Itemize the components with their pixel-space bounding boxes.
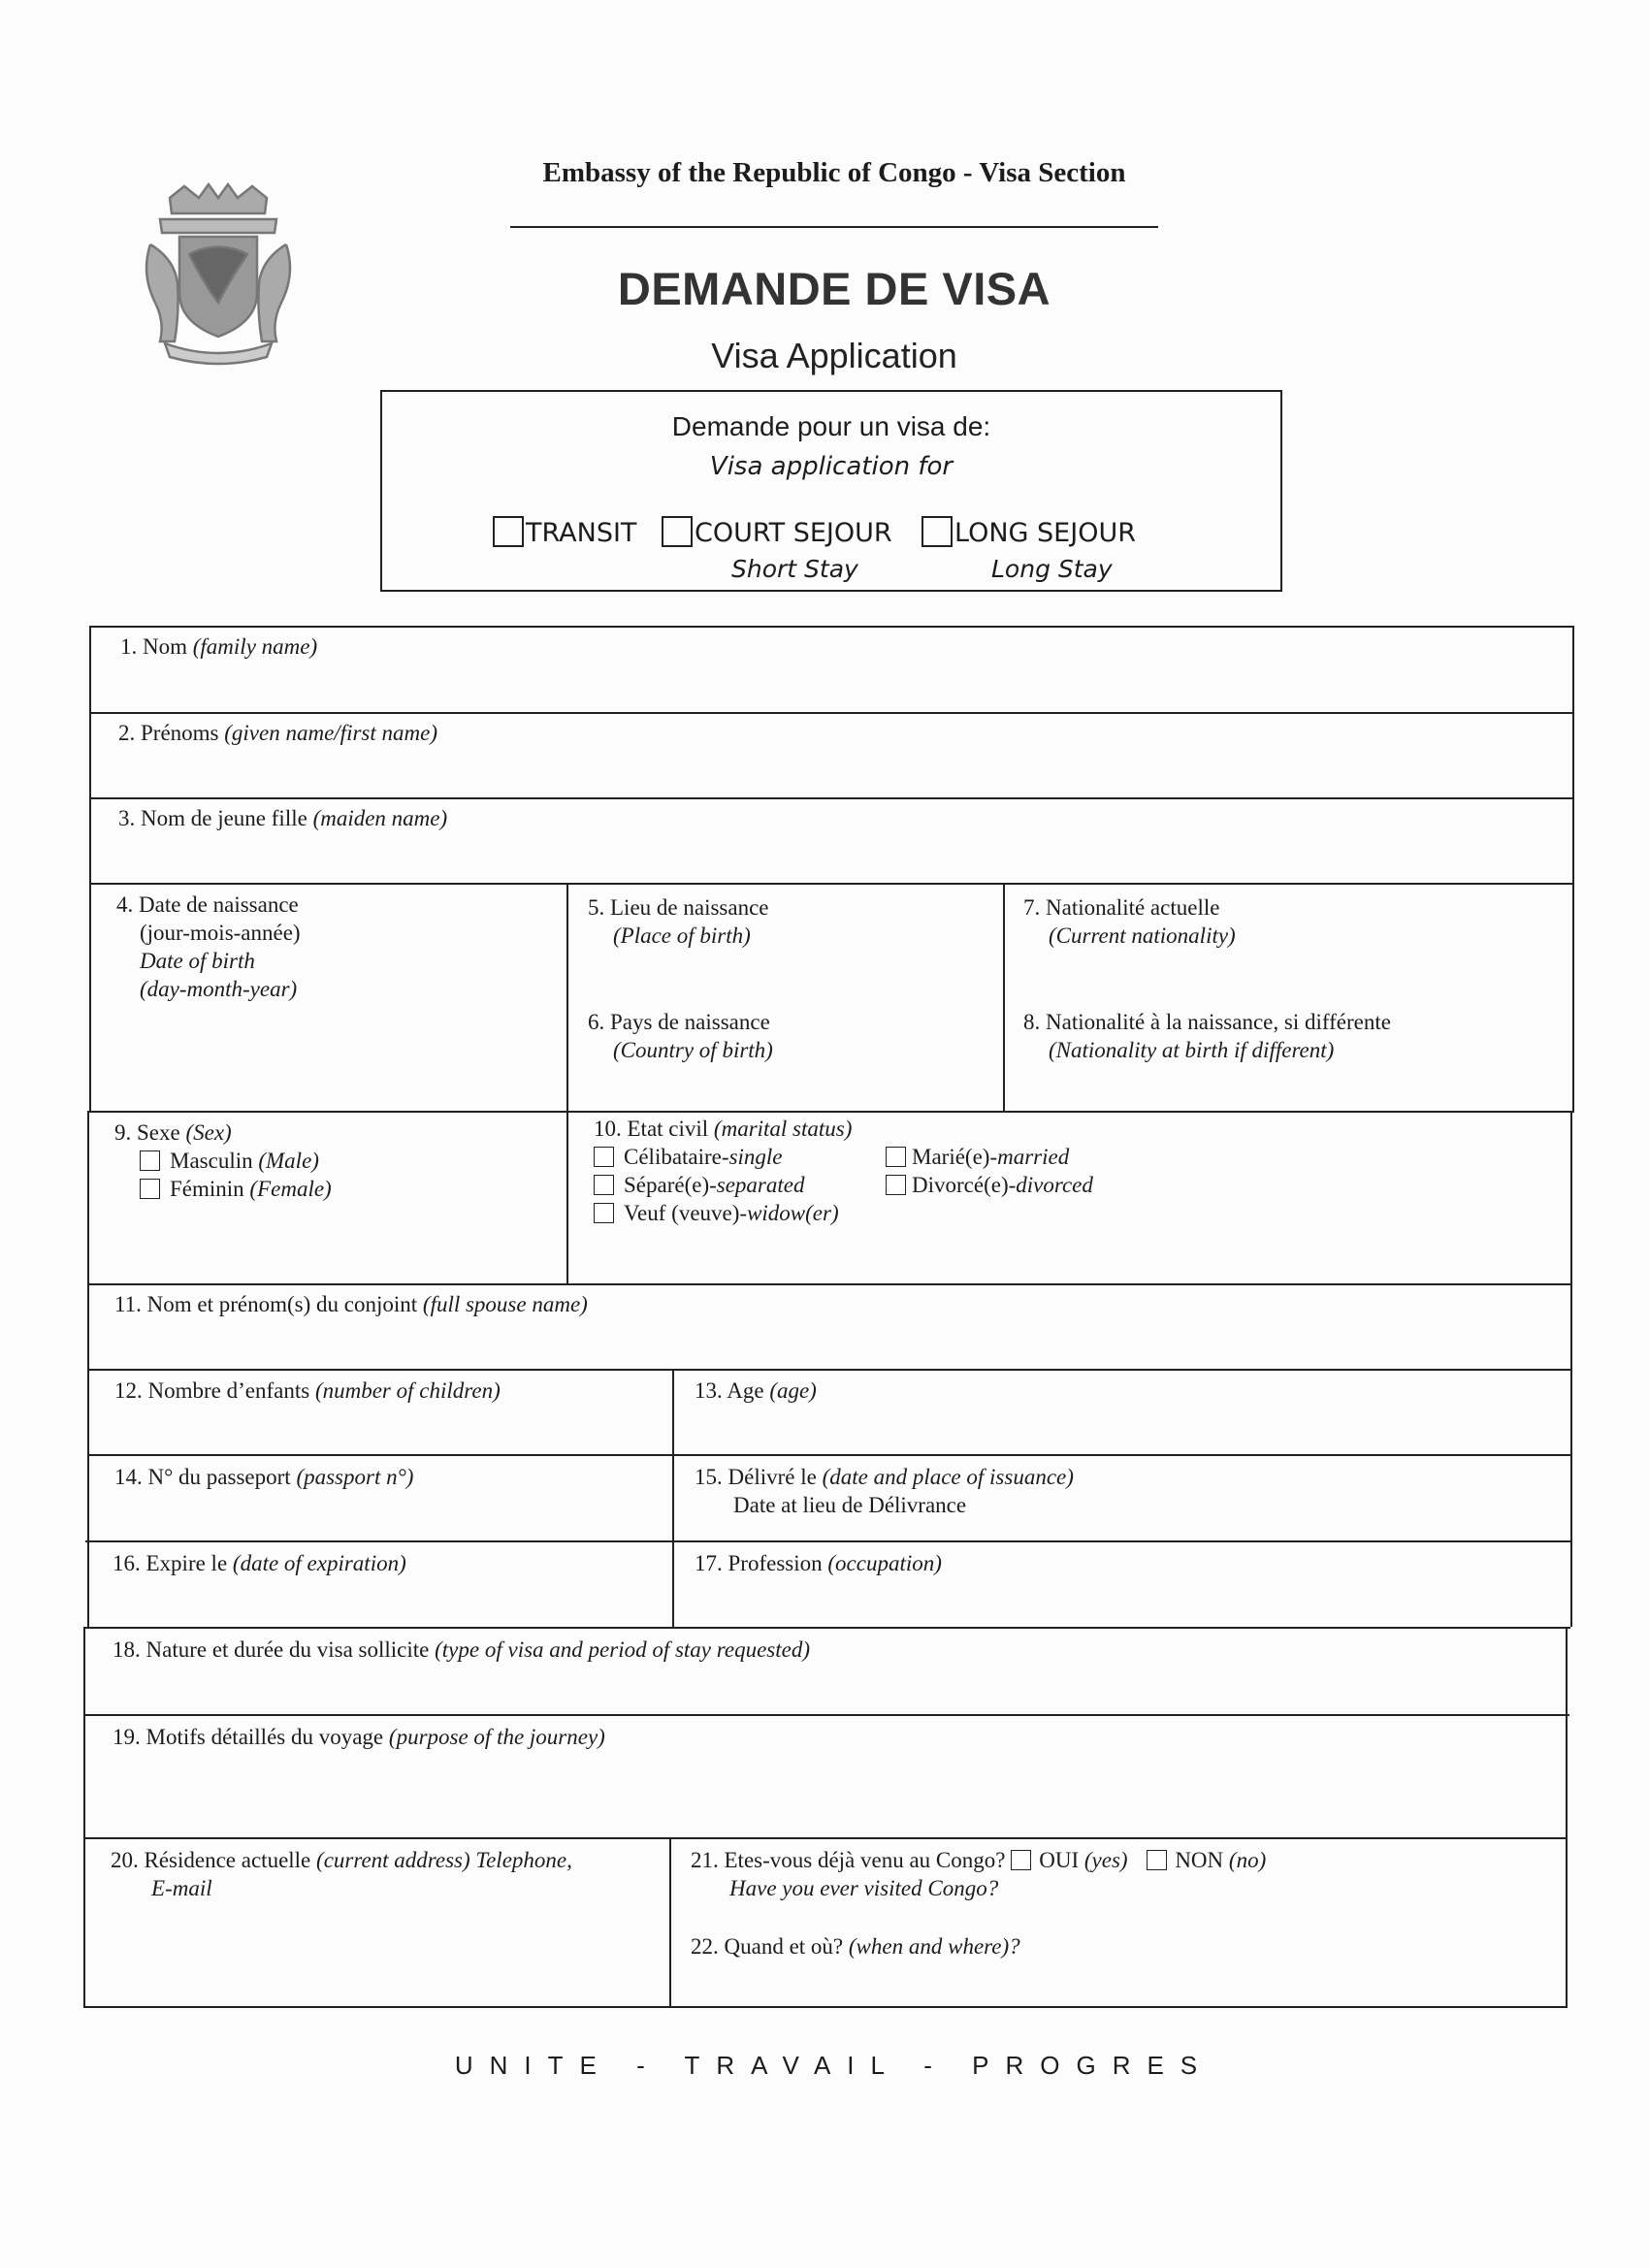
field-sex	[114, 1118, 332, 1203]
children-label-en: (number of children)	[314, 1378, 501, 1403]
header-rule	[510, 226, 1158, 228]
maiden-name-label-en: (maiden name)	[312, 806, 448, 830]
marital-option-single[interactable]	[594, 1143, 783, 1171]
maiden-name-label: 3. Nom de jeune fille	[118, 806, 313, 830]
single-label: Célibataire-	[624, 1145, 729, 1169]
page-title: DEMANDE DE VISA	[617, 263, 1051, 314]
long-stay-label: Long Stay	[991, 555, 1113, 583]
field-visa-type-and-stay[interactable]	[113, 1636, 810, 1664]
marital-option-divorced[interactable]	[886, 1171, 1093, 1199]
marital-option-separated[interactable]	[594, 1171, 804, 1199]
marital-status-heading	[594, 1115, 852, 1143]
divorced-label: Divorcé(e)-	[912, 1173, 1017, 1197]
visa-type-label-en: Visa application for	[709, 452, 954, 481]
no-label-en: (no)	[1228, 1848, 1267, 1872]
no-checkbox[interactable]	[1147, 1850, 1167, 1870]
field-date-place-of-issuance[interactable]	[695, 1463, 1074, 1519]
current-nationality-label: 7. Nationalité actuelle	[1023, 895, 1220, 920]
field-occupation[interactable]	[695, 1549, 942, 1577]
long-sejour-label: LONG SEJOUR	[954, 518, 1136, 548]
address-label-en: (current address) Telephone,	[316, 1848, 572, 1872]
married-label-en: married	[997, 1145, 1070, 1169]
visa-option-short-stay[interactable]	[662, 516, 892, 548]
female-checkbox[interactable]	[140, 1179, 160, 1199]
marital-option-widowed[interactable]	[594, 1199, 839, 1227]
coat-of-arms-emblem	[131, 177, 306, 371]
field-passport-number[interactable]	[114, 1463, 413, 1491]
dob-format-label: (jour-mois-année)	[140, 921, 301, 945]
field-family-name[interactable]	[120, 632, 317, 661]
visited-no-option[interactable]	[1147, 1848, 1266, 1872]
family-name-label: 1. Nom	[120, 634, 193, 659]
visa-option-transit[interactable]	[493, 516, 636, 548]
page-subtitle: Visa Application	[711, 336, 957, 375]
divorced-label-en: divorced	[1016, 1173, 1093, 1197]
spouse-name-label: 11. Nom et prénom(s) du conjoint	[114, 1292, 423, 1316]
visited-congo-label-en: Have you ever visited Congo?	[729, 1876, 999, 1900]
marital-status-label-en: (marital status)	[713, 1117, 853, 1141]
field-spouse-name[interactable]	[114, 1290, 588, 1318]
married-checkbox[interactable]	[886, 1147, 906, 1167]
issuance-label-en: (date and place of issuance)	[822, 1465, 1074, 1489]
visited-yes-option[interactable]	[1011, 1848, 1127, 1872]
visa-type-stay-label-en: (type of visa and period of stay requested)	[435, 1637, 810, 1662]
divorced-checkbox[interactable]	[886, 1175, 906, 1195]
issuance-label: 15. Délivré le	[695, 1465, 823, 1489]
children-label: 12. Nombre d’enfants	[114, 1378, 315, 1403]
court-sejour-checkbox[interactable]	[662, 516, 693, 547]
purpose-label: 19. Motifs détaillés du voyage	[113, 1725, 389, 1749]
field-when-and-where[interactable]	[691, 1932, 1020, 1960]
marital-status-label: 10. Etat civil	[594, 1117, 714, 1141]
embassy-heading: Embassy of the Republic of Congo - Visa Section	[542, 157, 1126, 188]
field-purpose-of-journey[interactable]	[113, 1723, 605, 1751]
long-sejour-checkbox[interactable]	[922, 516, 953, 547]
field-visited-congo	[691, 1846, 1266, 1902]
visa-type-box	[380, 390, 1282, 592]
visited-congo-label: 21. Etes-vous déjà venu au Congo?	[691, 1848, 1012, 1872]
passport-number-label-en: (passport n°)	[296, 1465, 414, 1489]
when-where-label: 22. Quand et où?	[691, 1934, 849, 1959]
purpose-label-en: (purpose of the journey)	[388, 1725, 605, 1749]
yes-checkbox[interactable]	[1011, 1850, 1031, 1870]
separated-label: Séparé(e)-	[624, 1173, 717, 1197]
dob-label: 4. Date de naissance	[116, 892, 299, 917]
separated-checkbox[interactable]	[594, 1175, 614, 1195]
national-motto: UNITE - TRAVAIL - PROGRES	[454, 2051, 1214, 2080]
short-stay-label: Short Stay	[731, 555, 858, 583]
visa-type-label-fr: Demande pour un visa de:	[671, 411, 991, 441]
field-country-of-birth[interactable]	[588, 1008, 773, 1064]
sex-label-en: (Sex)	[185, 1120, 232, 1145]
family-name-label-en: (family name)	[192, 634, 318, 659]
sex-label: 9. Sexe	[114, 1120, 186, 1145]
address-label-line2: E-mail	[151, 1876, 212, 1900]
expiration-label: 16. Expire le	[113, 1551, 233, 1575]
male-label-en: (Male)	[258, 1149, 319, 1173]
widowed-checkbox[interactable]	[594, 1203, 614, 1223]
place-of-birth-label: 5. Lieu de naissance	[588, 895, 769, 920]
widowed-label-en: widow(er)	[747, 1201, 839, 1225]
transit-checkbox[interactable]	[493, 516, 524, 547]
married-label: Marié(e)-	[912, 1145, 998, 1169]
country-of-birth-label-en: (Country of birth)	[613, 1038, 773, 1062]
dob-label-en: Date of birth	[140, 949, 255, 973]
passport-number-label: 14. N° du passeport	[114, 1465, 297, 1489]
female-label-en: (Female)	[249, 1177, 332, 1201]
court-sejour-label: COURT SEJOUR	[695, 518, 892, 548]
occupation-label: 17. Profession	[695, 1551, 828, 1575]
issuance-label-line2: Date at lieu de Délivrance	[733, 1493, 967, 1517]
expiration-label-en: (date of expiration)	[232, 1551, 406, 1575]
separated-label-en: separated	[716, 1173, 805, 1197]
field-date-of-birth[interactable]	[116, 891, 301, 1003]
age-label-en: (age)	[769, 1378, 817, 1403]
widowed-label: Veuf (veuve)-	[624, 1201, 748, 1225]
yes-label-en: (yes)	[1083, 1848, 1128, 1872]
female-label: Féminin	[170, 1177, 250, 1201]
nationality-at-birth-label-en: (Nationality at birth if different)	[1049, 1038, 1335, 1062]
given-name-label: 2. Prénoms	[118, 721, 225, 745]
address-label: 20. Résidence actuelle	[111, 1848, 317, 1872]
single-label-en: single	[728, 1145, 783, 1169]
single-checkbox[interactable]	[594, 1147, 614, 1167]
yes-label: OUI	[1039, 1848, 1084, 1872]
current-nationality-label-en: (Current nationality)	[1049, 923, 1236, 948]
male-label: Masculin	[170, 1149, 259, 1173]
visa-option-long-stay[interactable]	[922, 516, 1136, 548]
occupation-label-en: (occupation)	[827, 1551, 942, 1575]
field-age[interactable]	[695, 1377, 817, 1405]
transit-label: TRANSIT	[526, 518, 637, 548]
field-current-nationality[interactable]	[1023, 893, 1236, 950]
nationality-at-birth-label: 8. Nationalité à la naissance, si différente	[1023, 1010, 1391, 1034]
spouse-name-label-en: (full spouse name)	[422, 1292, 588, 1316]
age-label: 13. Age	[695, 1378, 770, 1403]
field-place-of-birth[interactable]	[588, 893, 768, 950]
field-given-name[interactable]	[118, 719, 437, 747]
dob-format-label-en: (day-month-year)	[140, 977, 298, 1001]
marital-option-married[interactable]	[886, 1143, 1069, 1171]
sex-option-female[interactable]	[114, 1175, 332, 1203]
country-of-birth-label: 6. Pays de naissance	[588, 1010, 770, 1034]
field-nationality-at-birth[interactable]	[1023, 1008, 1391, 1064]
sex-option-male[interactable]	[114, 1147, 332, 1175]
given-name-label-en: (given name/first name)	[224, 721, 437, 745]
male-checkbox[interactable]	[140, 1150, 160, 1171]
field-maiden-name[interactable]	[118, 804, 447, 832]
field-number-of-children[interactable]	[114, 1377, 501, 1405]
when-where-label-en: (when and where)?	[848, 1934, 1020, 1959]
visa-type-stay-label: 18. Nature et durée du visa sollicite	[113, 1637, 436, 1662]
field-current-address[interactable]	[111, 1846, 572, 1902]
place-of-birth-label-en: (Place of birth)	[613, 923, 751, 948]
field-date-of-expiration[interactable]	[113, 1549, 406, 1577]
no-label: NON	[1175, 1848, 1229, 1872]
